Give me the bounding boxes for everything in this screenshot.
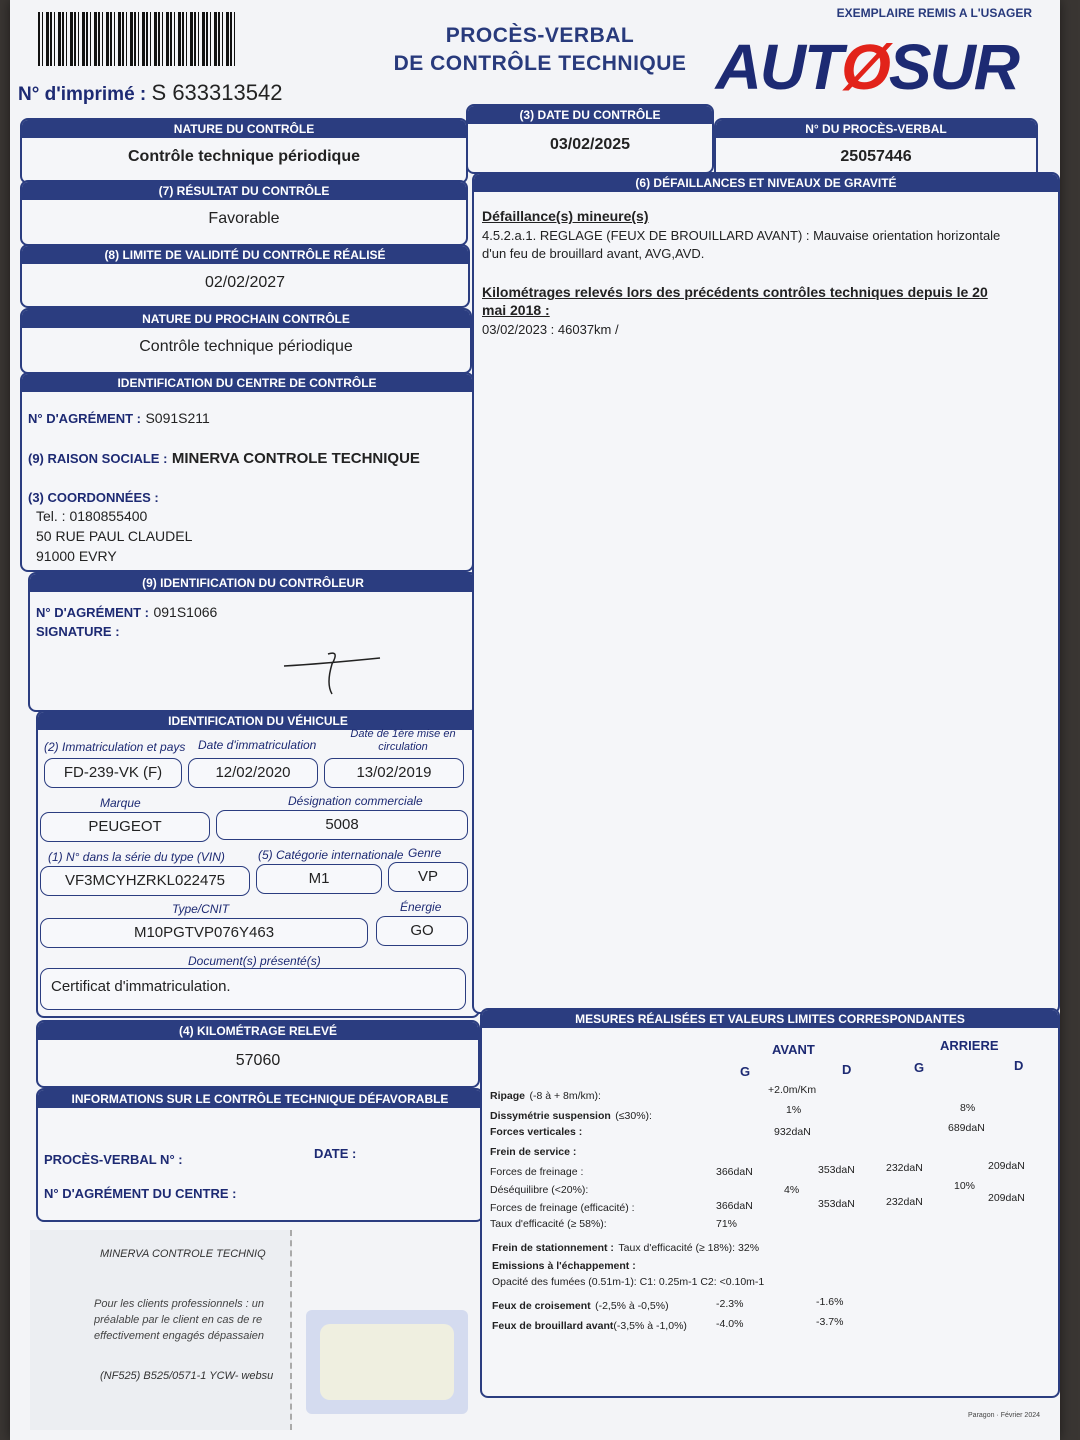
num-pv-value: 25057446 xyxy=(840,148,912,165)
autosur-logo: AUTØSUR xyxy=(715,31,1018,103)
croisement-d: -1.6% xyxy=(816,1296,844,1308)
deseq-av: 4% xyxy=(784,1184,800,1196)
limite-header: (8) LIMITE DE VALIDITÉ DU CONTRÔLE RÉALISÉ xyxy=(22,246,468,264)
forces-vert-av: 932daN xyxy=(774,1126,811,1138)
ff-ard: 209daN xyxy=(988,1160,1025,1172)
ff-avg: 366daN xyxy=(716,1166,753,1178)
arriere-d-label: D xyxy=(1014,1058,1024,1073)
defavorable-agrement-label: N° D'AGRÉMENT DU CENTRE : xyxy=(44,1186,237,1201)
centre-raison: (9) RAISON SOCIALE : MINERVA CONTROLE TECHNIQUE xyxy=(28,450,420,467)
avant-g-label: G xyxy=(740,1064,751,1079)
centre-box xyxy=(20,372,474,572)
mesures-box xyxy=(480,1008,1060,1398)
mineure-line-1: 4.5.2.a.1. REGLAGE (FEUX DE BROUILLARD AVANT) : Mauvaise orientation horizontale xyxy=(482,228,1001,243)
resultat-header: (7) RÉSULTAT DU CONTRÔLE xyxy=(22,182,466,200)
stub-notice: Pour les clients professionnels : un préalable par le client en cas de re effectivement engagés dépassaien xyxy=(94,1298,265,1342)
frein-service-label: Frein de service : xyxy=(490,1146,577,1158)
vin-field: VF3MCYHZRKL022475 xyxy=(40,866,250,896)
forces-frein-label: Forces de freinage : xyxy=(490,1166,584,1178)
kilometrage-box xyxy=(36,1020,480,1088)
ffe-ard: 209daN xyxy=(988,1192,1025,1204)
immat-label: (2) Immatriculation et pays xyxy=(44,740,186,754)
categorie-field: M1 xyxy=(256,864,382,894)
opacite: Opacité des fumées (0.51m-1): C1: 0.25m-1 C2: <0.10m-1 xyxy=(492,1276,765,1288)
prochain-box xyxy=(20,308,472,374)
arriere-g-label: G xyxy=(914,1060,925,1075)
type-label: Type/CNIT xyxy=(172,902,230,916)
imprime-number: N° d'imprimé : S 633313542 xyxy=(18,80,283,105)
document-sheet xyxy=(10,0,1060,1440)
resultat-value: Favorable xyxy=(208,210,280,227)
stub-centre: MINERVA CONTROLE TECHNIQ xyxy=(100,1248,266,1260)
ffe-label: Forces de freinage (efficacité) : xyxy=(490,1202,635,1214)
nature-controle-box xyxy=(20,118,468,184)
ripage-av: +2.0m/Km xyxy=(768,1084,817,1096)
title-line-1: PROCÈS-VERBAL xyxy=(445,24,635,47)
defavorable-header: INFORMATIONS SUR LE CONTRÔLE TECHNIQUE DÉFAVORABLE xyxy=(38,1090,482,1108)
immat-field: FD-239-VK (F) xyxy=(44,758,182,788)
documents-field: Certificat d'immatriculation. xyxy=(40,968,466,1010)
signature-scribble xyxy=(280,644,390,704)
forces-vert-ar: 689daN xyxy=(948,1122,985,1134)
brouillard-d: -3.7% xyxy=(816,1316,844,1328)
document-title xyxy=(375,22,705,78)
taux-value: 71% xyxy=(716,1218,738,1230)
paragon-footer: Paragon · Février 2024 xyxy=(968,1412,1040,1419)
designation-field: 5008 xyxy=(216,810,468,840)
dissym-av: 1% xyxy=(786,1104,802,1116)
hologram-sticker xyxy=(306,1310,468,1414)
limite-value: 02/02/2027 xyxy=(204,274,286,291)
prochain-header: NATURE DU PROCHAIN CONTRÔLE xyxy=(22,310,470,328)
brouillard-g: -4.0% xyxy=(716,1318,744,1330)
defavorable-date-label: DATE : xyxy=(314,1146,357,1161)
categorie-label: (5) Catégorie internationale xyxy=(258,848,404,862)
date-immat-label: Date d'immatriculation xyxy=(198,738,317,752)
km-entry: 03/02/2023 : 46037km / xyxy=(482,322,619,337)
prochain-value: Contrôle technique périodique xyxy=(139,338,353,355)
controleur-box xyxy=(28,572,478,712)
vehicule-box xyxy=(36,710,480,1018)
designation-label: Désignation commerciale xyxy=(288,794,423,808)
num-pv-header: N° DU PROCÈS-VERBAL xyxy=(716,120,1036,138)
limite-box xyxy=(20,244,470,308)
defaillances-header: (6) DÉFAILLANCES ET NIVEAUX DE GRAVITÉ xyxy=(474,174,1058,192)
mineure-line-2: d'un feu de brouillard avant, AVG,AVD. xyxy=(482,246,705,261)
defavorable-box xyxy=(36,1088,484,1222)
defaillances-box xyxy=(472,172,1060,1014)
stationnement-row: Frein de stationnement : Taux d'efficacité (≥ 18%): 32% xyxy=(492,1242,760,1254)
km-title-2: mai 2018 : xyxy=(482,302,550,318)
avant-d-label: D xyxy=(842,1062,852,1077)
ffe-avd: 353daN xyxy=(818,1198,855,1210)
ffe-avg: 366daN xyxy=(716,1200,753,1212)
marque-label: Marque xyxy=(100,796,141,810)
taux-label: Taux d'efficacité (≥ 58%): xyxy=(490,1218,607,1230)
croisement-g: -2.3% xyxy=(716,1298,744,1310)
mineures-title: Défaillance(s) mineure(s) xyxy=(482,208,649,224)
marque-field: PEUGEOT xyxy=(40,812,210,842)
exemplaire-label: EXEMPLAIRE REMIS A L'USAGER xyxy=(836,6,1032,20)
nature-controle-value: Contrôle technique périodique xyxy=(127,148,360,165)
type-field: M10PGTVP076Y463 xyxy=(40,918,368,948)
genre-label: Genre xyxy=(408,846,442,860)
avant-label: AVANT xyxy=(772,1042,815,1057)
resultat-box xyxy=(20,180,468,246)
vehicule-header: IDENTIFICATION DU VÉHICULE xyxy=(38,712,478,730)
detachable-stub xyxy=(30,1230,292,1430)
km-title-1: Kilométrages relevés lors des précédents contrôles techniques depuis le 20 xyxy=(482,284,988,300)
deseq-ar: 10% xyxy=(954,1180,976,1192)
controleur-header: (9) IDENTIFICATION DU CONTRÔLEUR xyxy=(30,574,476,592)
croisement-row: Feux de croisement (-2,5% à -0,5%) xyxy=(492,1300,669,1312)
controleur-agrement: N° D'AGRÉMENT : 091S1066 xyxy=(36,604,218,620)
date-controle-box xyxy=(466,104,714,174)
ff-avd: 353daN xyxy=(818,1164,855,1176)
signature-label: SIGNATURE : xyxy=(36,624,120,639)
emissions-label: Emissions à l'échappement : xyxy=(492,1260,636,1272)
centre-coord-label: (3) COORDONNÉES : xyxy=(28,490,159,505)
barcode xyxy=(38,12,238,66)
kilometrage-header: (4) KILOMÉTRAGE RELEVÉ xyxy=(38,1022,478,1040)
ripage-row: Ripage (-8 à + 8m/km): xyxy=(490,1090,601,1102)
date-controle-header: (3) DATE DU CONTRÔLE xyxy=(468,106,712,124)
vin-label: (1) N° dans la série du type (VIN) xyxy=(48,850,225,864)
brouillard-row: Feux de brouillard avant(-3,5% à -1,0%) xyxy=(492,1320,687,1332)
centre-adresse: 50 RUE PAUL CLAUDEL xyxy=(36,528,193,544)
arriere-label: ARRIERE xyxy=(940,1038,999,1053)
genre-field: VP xyxy=(388,862,468,892)
stub-ref: (NF525) B525/0571-1 YCW- websu xyxy=(100,1370,274,1382)
defavorable-pv-label: PROCÈS-VERBAL N° : xyxy=(44,1152,183,1167)
date-controle-value: 03/02/2025 xyxy=(549,136,631,153)
dissym-row: Dissymétrie suspension (≤30%): xyxy=(490,1110,652,1122)
kilometrage-value: 57060 xyxy=(235,1052,281,1069)
date-mec-field: 13/02/2019 xyxy=(324,758,464,788)
centre-tel: Tel. : 0180855400 xyxy=(36,508,148,524)
nature-controle-header: NATURE DU CONTRÔLE xyxy=(22,120,466,138)
ff-arg: 232daN xyxy=(886,1162,923,1174)
energie-field: GO xyxy=(376,916,468,946)
date-immat-field: 12/02/2020 xyxy=(188,758,318,788)
deseq-label: Déséquilibre (<20%): xyxy=(490,1184,589,1196)
forces-vert-label: Forces verticales : xyxy=(490,1126,583,1138)
centre-header: IDENTIFICATION DU CENTRE DE CONTRÔLE xyxy=(22,374,472,392)
centre-agrement: N° D'AGRÉMENT : S091S211 xyxy=(28,410,210,426)
ffe-arg: 232daN xyxy=(886,1196,923,1208)
dissym-ar: 8% xyxy=(960,1102,976,1114)
mesures-header: MESURES RÉALISÉES ET VALEURS LIMITES CORRESPONDANTES xyxy=(482,1010,1058,1028)
documents-label: Document(s) présenté(s) xyxy=(188,954,321,968)
title-line-2: DE CONTRÔLE TECHNIQUE xyxy=(393,52,687,75)
date-mec-label: Date de 1ère mise en circulation xyxy=(350,728,456,753)
centre-ville: 91000 EVRY xyxy=(36,548,117,564)
energie-label: Énergie xyxy=(400,900,442,914)
